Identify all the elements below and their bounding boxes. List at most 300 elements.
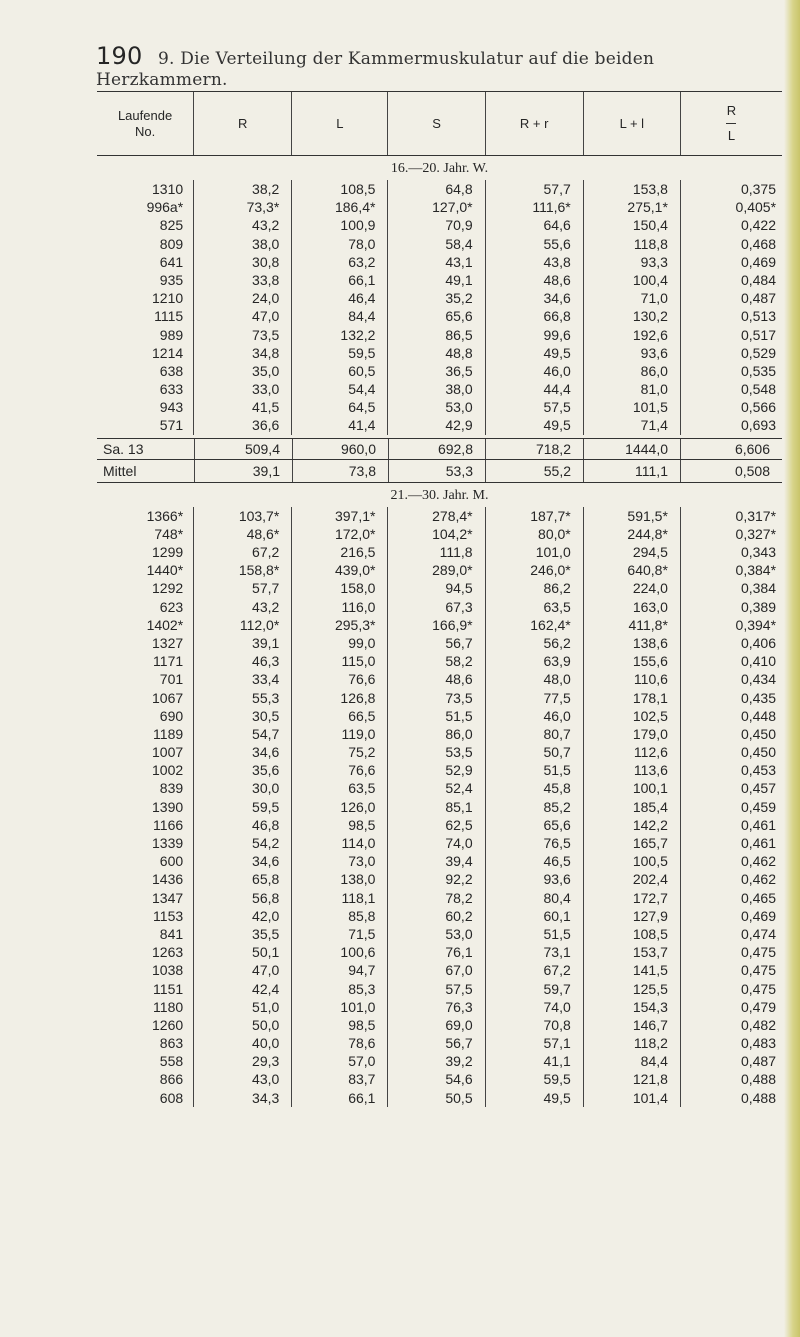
table-cell: 0,487 bbox=[740, 290, 777, 307]
table-cell: 126,8 bbox=[340, 689, 376, 706]
table-cell: 641 bbox=[159, 253, 184, 270]
table-cell: 111,6* bbox=[532, 199, 571, 216]
table-cell: 48,6 bbox=[543, 271, 571, 288]
table-cell: 278,4* bbox=[432, 507, 473, 524]
table-cell: 65,6 bbox=[543, 816, 571, 833]
table-cell: 30,8 bbox=[252, 253, 280, 270]
table-cell: 0,343 bbox=[740, 544, 777, 560]
table-cell: 411,8* bbox=[628, 616, 668, 633]
table-cell: 1444,0 bbox=[583, 439, 680, 459]
table-cell: 50,0 bbox=[252, 1016, 280, 1033]
table-cell: 74,0 bbox=[543, 998, 571, 1015]
table-cell: 127,9 bbox=[632, 907, 668, 924]
table-cell: 1007 bbox=[152, 744, 184, 761]
table-cell: 0,317* bbox=[735, 507, 777, 524]
table-cell: 141,5 bbox=[632, 962, 668, 979]
table-cell: 84,4 bbox=[348, 308, 376, 325]
table-cell: 172,7 bbox=[632, 889, 668, 906]
table-cell: 185,4 bbox=[632, 798, 668, 815]
section-rows bbox=[97, 180, 782, 435]
table-cell: 54,7 bbox=[252, 725, 280, 742]
table-cell: 85,3 bbox=[348, 980, 376, 997]
table-column bbox=[193, 180, 291, 435]
col-header-r: R bbox=[193, 92, 291, 155]
mean-row bbox=[97, 460, 782, 483]
table-cell: 166,9* bbox=[432, 616, 473, 633]
table-cell: 935 bbox=[159, 271, 184, 288]
table-cell: 46,3 bbox=[252, 653, 280, 670]
col-header-r-plus-r: R + r bbox=[485, 92, 583, 155]
table-cell: 1436 bbox=[152, 871, 184, 888]
table-cell: 0,375 bbox=[740, 181, 777, 197]
table-cell: 43,0 bbox=[252, 1071, 280, 1088]
table-column-header bbox=[97, 92, 782, 156]
table-cell: 101,0 bbox=[340, 998, 376, 1015]
table-cell: 66,1 bbox=[348, 271, 376, 288]
table-cell: 0,483 bbox=[740, 1035, 777, 1052]
table-cell: 294,5 bbox=[632, 544, 668, 560]
table-cell: 0,453 bbox=[740, 762, 777, 779]
table-cell: 41,4 bbox=[348, 417, 376, 434]
table-cell: 153,7 bbox=[632, 944, 668, 961]
table-cell: 623 bbox=[159, 598, 184, 615]
table-cell: 49,5 bbox=[543, 344, 571, 361]
table-cell: 70,9 bbox=[445, 217, 473, 234]
table-cell: 187,7* bbox=[530, 507, 571, 524]
table-cell: 42,4 bbox=[252, 980, 280, 997]
table-cell: 50,7 bbox=[543, 744, 571, 761]
table-cell: 38,0 bbox=[445, 381, 473, 398]
table-cell: 101,0 bbox=[535, 544, 571, 560]
table-cell: 192,6 bbox=[632, 326, 668, 343]
table-cell: 76,3 bbox=[445, 998, 473, 1015]
table-cell: 0,693 bbox=[740, 417, 777, 434]
table-cell: 78,0 bbox=[348, 235, 376, 252]
table-cell: 34,8 bbox=[252, 344, 280, 361]
table-cell: 6,606 bbox=[680, 439, 782, 459]
table-cell: 1166 bbox=[153, 816, 184, 833]
table-cell: 690 bbox=[159, 707, 184, 724]
table-cell: 138,6 bbox=[632, 634, 668, 651]
table-cell: 30,5 bbox=[252, 707, 280, 724]
table-cell: 1327 bbox=[152, 634, 184, 651]
table-cell: 1151 bbox=[153, 980, 184, 997]
table-cell: 71,5 bbox=[348, 925, 376, 942]
table-cell: 69,0 bbox=[445, 1016, 473, 1033]
table-cell: 600 bbox=[159, 853, 184, 870]
table-cell: 41,5 bbox=[252, 399, 280, 416]
table-cell: 71,0 bbox=[640, 290, 668, 307]
table-cell: 80,7 bbox=[543, 725, 571, 742]
table-cell: 73,5 bbox=[252, 326, 280, 343]
table-cell: 50,5 bbox=[445, 1089, 473, 1106]
table-cell: 0,462 bbox=[740, 853, 777, 870]
table-cell: 76,5 bbox=[543, 835, 571, 851]
table-cell: 51,5 bbox=[543, 925, 571, 942]
table-cell: 138,0 bbox=[340, 871, 376, 888]
table-cell: 24,0 bbox=[252, 290, 280, 307]
table-cell: 1366* bbox=[146, 507, 184, 524]
table-cell: 57,0 bbox=[348, 1053, 376, 1070]
table-cell: 39,2 bbox=[445, 1053, 473, 1070]
table-cell: 165,7 bbox=[632, 835, 668, 851]
table-cell: 76,1 bbox=[445, 944, 473, 961]
table-cell: 701 bbox=[159, 671, 184, 688]
table-cell: 863 bbox=[159, 1035, 184, 1052]
table-cell: 125,5 bbox=[632, 980, 668, 997]
table-cell: 33,0 bbox=[252, 381, 280, 398]
table-cell: 113,6 bbox=[633, 762, 668, 779]
table-cell: 100,1 bbox=[632, 780, 668, 797]
table-cell: 48,0 bbox=[543, 671, 571, 688]
table-column bbox=[485, 180, 583, 435]
table-cell: 0,535 bbox=[740, 362, 777, 379]
table-cell: 85,8 bbox=[348, 907, 376, 924]
table-cell: 57,7 bbox=[543, 181, 571, 197]
table-cell: 57,5 bbox=[543, 399, 571, 416]
table-cell: 0,461 bbox=[740, 816, 777, 833]
table-cell: 55,2 bbox=[485, 460, 583, 482]
table-cell: 825 bbox=[159, 217, 184, 234]
table-cell: 48,8 bbox=[445, 344, 473, 361]
table-cell: 58,2 bbox=[445, 653, 473, 670]
table-cell: 0,422 bbox=[740, 217, 777, 234]
table-cell: 0,475 bbox=[740, 944, 777, 961]
table-cell: 98,5 bbox=[348, 1016, 376, 1033]
table-cell: 0,406 bbox=[740, 634, 777, 651]
table-cell: 1440* bbox=[146, 562, 184, 579]
table-cell: 633 bbox=[159, 381, 184, 398]
sum-row bbox=[97, 438, 782, 460]
table-cell: 1390 bbox=[152, 798, 184, 815]
table-cell: 100,9 bbox=[340, 217, 376, 234]
table-cell: 989 bbox=[159, 326, 184, 343]
table-cell: 49,5 bbox=[543, 1089, 571, 1106]
table-cell: 126,0 bbox=[340, 798, 376, 815]
col-header-r-over-l: $\frac{R}{L}$ bbox=[680, 92, 782, 155]
table-cell: 56,7 bbox=[445, 634, 473, 651]
table-cell: 46,8 bbox=[252, 816, 280, 833]
table-cell: 33,4 bbox=[252, 671, 280, 688]
table-cell: 30,0 bbox=[252, 780, 280, 797]
table-cell: 86,0 bbox=[445, 725, 473, 742]
table-column bbox=[97, 180, 193, 435]
table-cell: 46,5 bbox=[543, 853, 571, 870]
table-cell: 99,0 bbox=[348, 634, 376, 651]
table-cell: 692,8 bbox=[388, 439, 485, 459]
table-cell: 83,7 bbox=[348, 1071, 376, 1088]
table-cell: 0,508 bbox=[680, 460, 782, 482]
table-cell: 132,2 bbox=[340, 326, 376, 343]
table-cell: 108,5 bbox=[632, 925, 668, 942]
table-cell: 111,8 bbox=[439, 544, 473, 560]
table-cell: 186,4* bbox=[334, 199, 376, 216]
table-cell: 0,327* bbox=[735, 525, 777, 542]
table-cell: Sa. 13 bbox=[103, 440, 144, 457]
table-cell: 34,6 bbox=[252, 853, 280, 870]
table-cell: 0,484 bbox=[740, 271, 777, 288]
table-cell: 46,0 bbox=[543, 707, 571, 724]
table-cell: 36,5 bbox=[445, 362, 473, 379]
table-cell: 178,1 bbox=[632, 689, 668, 706]
table-cell: 289,0* bbox=[432, 562, 473, 579]
table-cell: 103,7* bbox=[238, 507, 280, 524]
table-cell: 127,0* bbox=[432, 199, 473, 216]
table-cell: 154,3 bbox=[632, 998, 668, 1015]
table-cell: 73,3* bbox=[246, 199, 280, 216]
table-cell: 748* bbox=[154, 525, 184, 542]
table-cell: 275,1* bbox=[627, 199, 668, 216]
table-cell: 54,6 bbox=[445, 1071, 473, 1088]
table-cell: 59,5 bbox=[543, 1071, 571, 1088]
table-cell: 0,475 bbox=[740, 980, 777, 997]
table-cell: 0,461 bbox=[740, 835, 777, 851]
table-cell: 52,4 bbox=[445, 780, 473, 797]
col-header-laufende-no: Laufende No. bbox=[117, 107, 173, 139]
table-column bbox=[291, 507, 387, 1107]
table-cell: 1002 bbox=[152, 762, 184, 779]
table-cell: 0,448 bbox=[740, 707, 777, 724]
table-cell: 295,3* bbox=[334, 616, 376, 633]
table-cell: 70,8 bbox=[543, 1016, 571, 1033]
table-cell: 48,6* bbox=[246, 525, 280, 542]
table-cell: 163,0 bbox=[632, 598, 668, 615]
section-rows bbox=[97, 507, 782, 1107]
table-cell: 0,469 bbox=[740, 253, 777, 270]
table-cell: 100,5 bbox=[632, 853, 668, 870]
table-cell: 0,513 bbox=[740, 308, 777, 325]
table-cell: 59,5 bbox=[252, 798, 280, 815]
table-cell: 51,5 bbox=[543, 762, 571, 779]
table-cell: 57,5 bbox=[445, 980, 473, 997]
table-cell: 866 bbox=[159, 1071, 184, 1088]
table-cell: 60,5 bbox=[348, 362, 376, 379]
data-table bbox=[97, 91, 782, 1107]
table-column bbox=[193, 507, 291, 1107]
table-cell: 1260 bbox=[152, 1016, 184, 1033]
table-cell: 64,8 bbox=[445, 181, 473, 197]
table-cell: 608 bbox=[159, 1089, 184, 1106]
table-cell: 59,7 bbox=[543, 980, 571, 997]
table-cell: 51,5 bbox=[445, 707, 473, 724]
table-cell: 65,8 bbox=[252, 871, 280, 888]
table-cell: 121,8 bbox=[632, 1071, 668, 1088]
table-cell: 0,394* bbox=[735, 616, 777, 633]
table-cell: 86,2 bbox=[543, 580, 571, 597]
table-body bbox=[97, 156, 782, 1107]
table-cell: 56,7 bbox=[445, 1035, 473, 1052]
table-cell: 0,384 bbox=[740, 580, 777, 597]
table-cell: 57,1 bbox=[543, 1035, 571, 1052]
table-cell: 110,6 bbox=[633, 671, 668, 688]
table-cell: 1339 bbox=[152, 835, 184, 851]
table-cell: 1171 bbox=[153, 653, 184, 670]
table-cell: 108,5 bbox=[340, 181, 376, 197]
table-cell: 35,2 bbox=[445, 290, 473, 307]
table-cell: 73,0 bbox=[348, 853, 376, 870]
table-cell: 0,517 bbox=[740, 326, 777, 343]
table-cell: 1263 bbox=[152, 944, 184, 961]
table-cell: 224,0 bbox=[632, 580, 668, 597]
table-cell: 1189 bbox=[153, 725, 184, 742]
table-cell: 73,5 bbox=[445, 689, 473, 706]
table-cell: 0,487 bbox=[740, 1053, 777, 1070]
table-cell: 56,8 bbox=[252, 889, 280, 906]
table-cell: 638 bbox=[159, 362, 184, 379]
table-cell: 67,2 bbox=[252, 544, 280, 560]
table-cell: 0,529 bbox=[740, 344, 777, 361]
table-cell: 839 bbox=[159, 780, 184, 797]
table-cell: 0,435 bbox=[740, 689, 777, 706]
table-cell: 158,8* bbox=[238, 562, 280, 579]
table-cell: 55,6 bbox=[543, 235, 571, 252]
table-cell: 34,6 bbox=[543, 290, 571, 307]
table-cell: 45,8 bbox=[543, 780, 571, 797]
table-cell: 0,488 bbox=[740, 1089, 777, 1106]
table-cell: 1153 bbox=[153, 907, 184, 924]
table-cell: Mittel bbox=[103, 462, 137, 479]
table-cell: 63,9 bbox=[543, 653, 571, 670]
table-cell: 66,5 bbox=[348, 707, 376, 724]
table-cell: 1214 bbox=[152, 344, 184, 361]
table-cell: 81,0 bbox=[640, 381, 668, 398]
table-cell: 1299 bbox=[152, 544, 184, 560]
table-cell: 112,0* bbox=[239, 616, 280, 633]
table-cell: 116,0 bbox=[341, 598, 376, 615]
section-title: 16.—20. Jahr. W. bbox=[390, 161, 489, 176]
table-cell: 77,5 bbox=[543, 689, 571, 706]
table-cell: 35,0 bbox=[252, 362, 280, 379]
table-cell: 150,4 bbox=[632, 217, 668, 234]
table-cell: 118,8 bbox=[633, 235, 668, 252]
table-cell: 41,1 bbox=[543, 1053, 571, 1070]
table-cell: 0,410 bbox=[740, 653, 777, 670]
table-cell: 0,450 bbox=[740, 725, 777, 742]
table-cell: 0,468 bbox=[740, 235, 777, 252]
table-cell: 50,1 bbox=[252, 944, 280, 961]
table-cell: 62,5 bbox=[445, 816, 473, 833]
table-cell: 35,5 bbox=[252, 925, 280, 942]
table-cell: 43,1 bbox=[445, 253, 473, 270]
table-cell: 58,4 bbox=[445, 235, 473, 252]
table-cell: 162,4* bbox=[530, 616, 571, 633]
table-cell: 155,6 bbox=[632, 653, 668, 670]
table-column bbox=[583, 507, 680, 1107]
table-cell: 57,7 bbox=[252, 580, 280, 597]
running-title: 9. Die Verteilung der Kammermuskulatur auf die beiden Herzkammern. bbox=[96, 49, 655, 90]
table-cell: 39,1 bbox=[194, 460, 292, 482]
table-cell: 0,459 bbox=[740, 798, 777, 815]
table-cell: 112,6 bbox=[633, 744, 668, 761]
table-column bbox=[97, 507, 193, 1107]
table-cell: 75,2 bbox=[348, 744, 376, 761]
table-cell: 64,5 bbox=[348, 399, 376, 416]
table-cell: 53,0 bbox=[445, 925, 473, 942]
table-cell: 49,1 bbox=[445, 271, 473, 288]
table-cell: 53,3 bbox=[388, 460, 485, 482]
table-cell: 99,6 bbox=[543, 326, 571, 343]
table-cell: 101,4 bbox=[632, 1089, 668, 1106]
table-cell: 43,2 bbox=[252, 598, 280, 615]
table-cell: 39,4 bbox=[445, 853, 473, 870]
table-cell: 1038 bbox=[152, 962, 184, 979]
table-cell: 0,465 bbox=[740, 889, 777, 906]
table-cell: 78,6 bbox=[348, 1035, 376, 1052]
table-cell: 34,3 bbox=[252, 1089, 280, 1106]
table-cell: 52,9 bbox=[445, 762, 473, 779]
table-cell: 66,1 bbox=[348, 1089, 376, 1106]
table-cell: 39,1 bbox=[252, 634, 280, 651]
table-cell: 509,4 bbox=[194, 439, 292, 459]
table-cell: 60,1 bbox=[543, 907, 571, 924]
table-cell: 1067 bbox=[152, 689, 184, 706]
table-cell: 591,5* bbox=[627, 507, 668, 524]
table-cell: 98,5 bbox=[348, 816, 376, 833]
table-cell: 60,2 bbox=[445, 907, 473, 924]
page-edge-shadow bbox=[784, 0, 800, 1337]
table-cell: 1292 bbox=[152, 580, 184, 597]
table-cell: 996a* bbox=[146, 199, 184, 216]
table-cell: 0,548 bbox=[740, 381, 777, 398]
table-cell: 86,5 bbox=[445, 326, 473, 343]
table-cell: 74,0 bbox=[445, 835, 473, 851]
table-cell: 42,9 bbox=[445, 417, 473, 434]
table-cell: 33,8 bbox=[252, 271, 280, 288]
table-column bbox=[387, 507, 484, 1107]
table-cell: 73,1 bbox=[543, 944, 571, 961]
table-cell: 46,4 bbox=[348, 290, 376, 307]
table-cell: 102,5 bbox=[632, 707, 668, 724]
table-cell: 93,6 bbox=[640, 344, 668, 361]
table-cell: 119,0 bbox=[341, 725, 376, 742]
table-cell: 0,474 bbox=[740, 925, 777, 942]
table-cell: 67,3 bbox=[445, 598, 473, 615]
table-cell: 118,1 bbox=[341, 889, 376, 906]
table-column bbox=[291, 180, 387, 435]
table-cell: 216,5 bbox=[340, 544, 376, 560]
table-cell: 246,0* bbox=[530, 562, 571, 579]
col-header-s: S bbox=[387, 92, 484, 155]
table-cell: 38,0 bbox=[252, 235, 280, 252]
table-cell: 85,1 bbox=[445, 798, 473, 815]
table-cell: 640,8* bbox=[627, 562, 668, 579]
table-cell: 84,4 bbox=[640, 1053, 668, 1070]
table-cell: 35,6 bbox=[252, 762, 280, 779]
table-cell: 0,479 bbox=[740, 998, 777, 1015]
table-cell: 44,4 bbox=[543, 381, 571, 398]
table-cell: 54,4 bbox=[348, 381, 376, 398]
table-cell: 29,3 bbox=[252, 1053, 280, 1070]
table-cell: 0,566 bbox=[740, 399, 777, 416]
table-cell: 142,2 bbox=[632, 816, 668, 833]
table-cell: 63,5 bbox=[348, 780, 376, 797]
table-cell: 80,4 bbox=[543, 889, 571, 906]
table-cell: 571 bbox=[159, 417, 184, 434]
table-cell: 63,5 bbox=[543, 598, 571, 615]
table-cell: 0,450 bbox=[740, 744, 777, 761]
table-cell: 34,6 bbox=[252, 744, 280, 761]
table-cell: 202,4 bbox=[632, 871, 668, 888]
table-cell: 439,0* bbox=[334, 562, 376, 579]
table-cell: 49,5 bbox=[543, 417, 571, 434]
table-cell: 73,8 bbox=[292, 460, 388, 482]
page-header bbox=[96, 42, 786, 90]
table-cell: 153,8 bbox=[632, 181, 668, 197]
table-cell: 53,0 bbox=[445, 399, 473, 416]
table-cell: 67,0 bbox=[445, 962, 473, 979]
table-cell: 1210 bbox=[152, 290, 184, 307]
table-cell: 0,488 bbox=[740, 1071, 777, 1088]
